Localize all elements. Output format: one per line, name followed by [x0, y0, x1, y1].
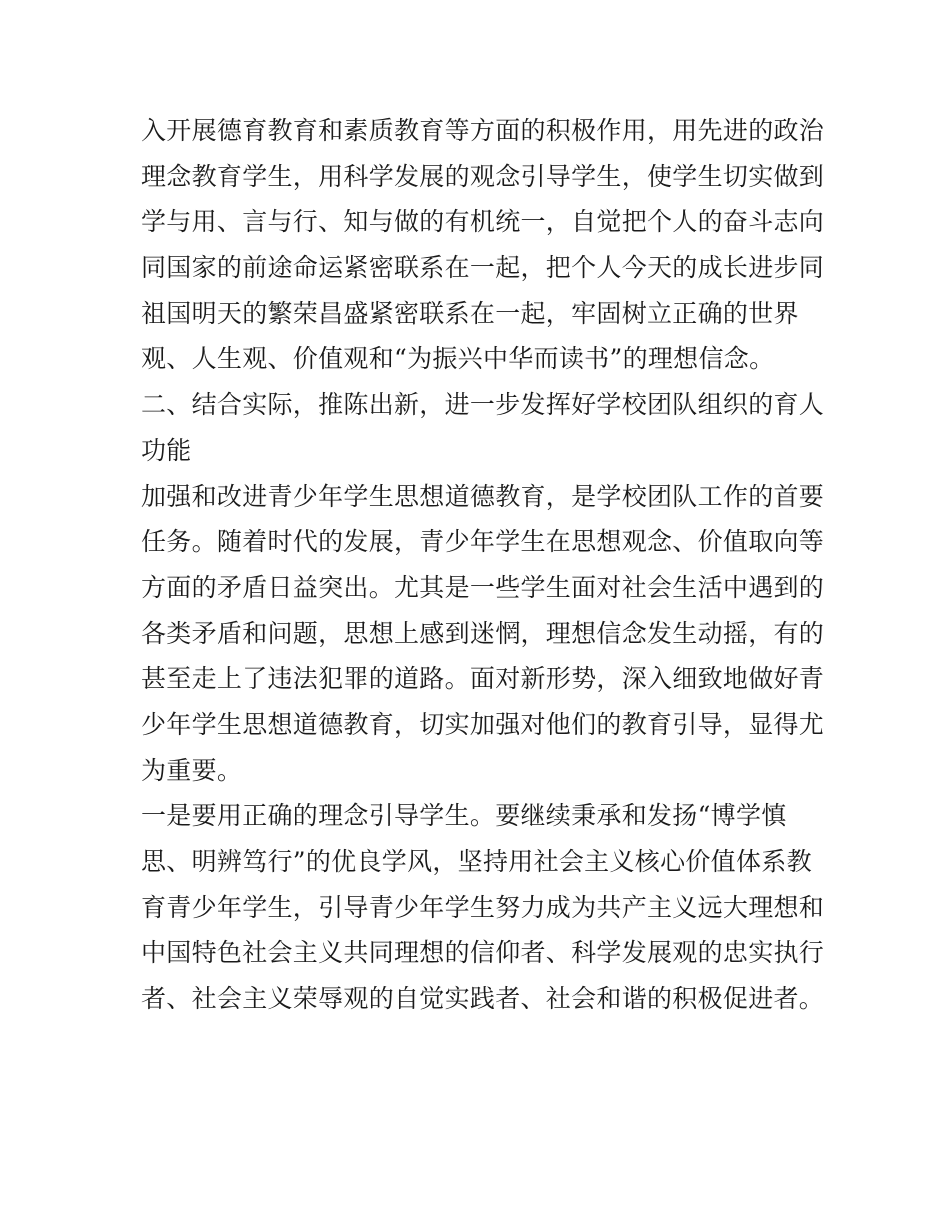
text-line: 者、社会主义荣辱观的自觉实践者、社会和谐的积极促进者。	[141, 984, 825, 1014]
text-line: 理念教育学生，用科学发展的观念引导学生，使学生切实做到	[141, 161, 825, 191]
text-line: 入开展德育教育和素质教育等方面的积极作用，用先进的政治	[141, 116, 825, 145]
text-line: 祖国明天的繁荣昌盛紧密联系在一起，牢固树立正确的世界	[141, 298, 799, 328]
text-line: 学与用、言与行、知与做的有机统一，自觉把个人的奋斗志向	[141, 207, 825, 237]
text-line: 同国家的前途命运紧密联系在一起，把个人今天的成长进步同	[141, 253, 825, 283]
text-line: 一是要用正确的理念引导学生。要继续秉承和发扬“博学慎	[141, 801, 787, 831]
text-line: 中国特色社会主义共同理想的信仰者、科学发展观的忠实执行	[141, 938, 825, 968]
section-heading: 二、结合实际，推陈出新，进一步发挥好学校团队组织的育人	[141, 390, 825, 420]
text-line: 少年学生思想道德教育，切实加强对他们的教育引导，显得尤	[141, 709, 825, 739]
text-line: 为重要。	[141, 755, 243, 785]
text-line: 各类矛盾和问题，思想上感到迷惘，理想信念发生动摇，有的	[141, 618, 825, 648]
text-line: 加强和改进青少年学生思想道德教育，是学校团队工作的首要	[141, 481, 825, 511]
body-text	[141, 108, 825, 1022]
text-line: 观、人生观、价值观和“为振兴中华而读书”的理想信念。	[141, 344, 775, 374]
text-line: 甚至走上了违法犯罪的道路。面对新形势，深入细致地做好青	[141, 664, 825, 694]
section-heading-continued: 功能	[141, 435, 192, 465]
text-line: 方面的矛盾日益突出。尤其是一些学生面对社会生活中遇到的	[141, 572, 825, 602]
text-line: 思、明辨笃行”的优良学风，坚持用社会主义核心价值体系教	[141, 847, 812, 876]
text-line: 育青少年学生，引导青少年学生努力成为共产主义远大理想和	[141, 892, 825, 922]
text-line: 任务。随着时代的发展，青少年学生在思想观念、价值取向等	[141, 527, 825, 557]
